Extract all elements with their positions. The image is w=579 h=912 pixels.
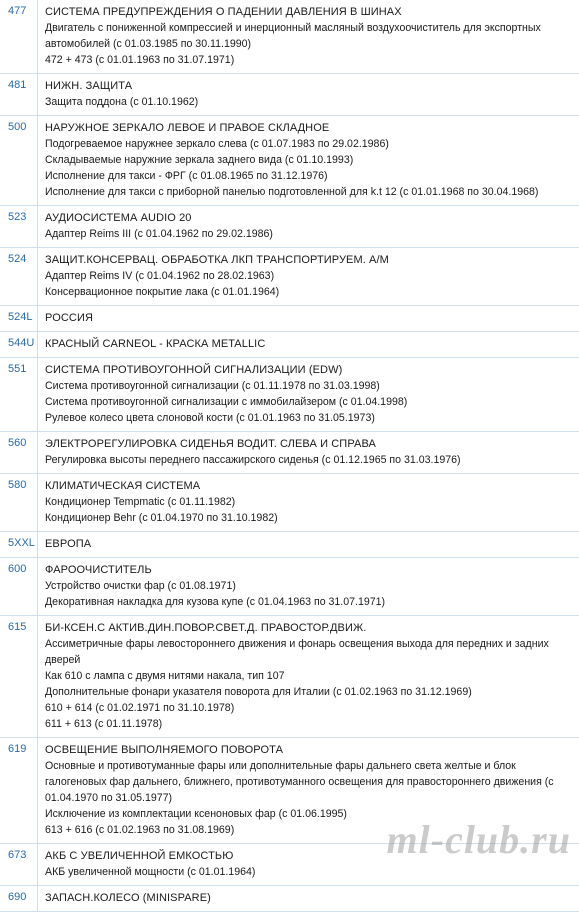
option-detail-line: Исключение из комплектации ксеноновых фар (с 01.06.1995) bbox=[45, 808, 347, 820]
table-row bbox=[0, 558, 579, 616]
option-detail-line: Исполнение для такси - ФРГ (с 01.08.1965 по 31.12.1976) bbox=[45, 170, 328, 182]
option-detail-line: Рулевое колесо цвета слоновой кости (с 01.01.1963 по 31.05.1973) bbox=[45, 412, 375, 424]
option-detail-line: Адаптер Reims III (с 01.04.1962 по 29.02.1986) bbox=[45, 228, 273, 240]
option-detail-line: Основные и противотуманные фары или дополнительные фары дальнего света желтые и блок галогеновых фар дальнего, ближнего, противотуманного освещения для правостороннего движения (с 01.04.1970 по 31.05.1977) bbox=[45, 760, 554, 804]
option-code: 524 bbox=[0, 248, 38, 305]
option-detail-line: 472 + 473 (с 01.01.1963 по 31.07.1971) bbox=[45, 54, 235, 66]
option-details bbox=[38, 74, 579, 115]
table-row bbox=[0, 248, 579, 306]
option-title: ЗАЩИТ.КОНСЕРВАЦ. ОБРАБОТКА ЛКП ТРАНСПОРТИРУЕМ. А/М bbox=[45, 254, 389, 266]
table-row bbox=[0, 738, 579, 844]
option-title: ЗАПАСН.КОЛЕСО (MINISPARE) bbox=[45, 892, 211, 904]
option-detail-line: Складываемые наружние зеркала заднего вида (с 01.10.1993) bbox=[45, 154, 354, 166]
option-detail-line: 610 + 614 (с 01.02.1971 по 31.10.1978) bbox=[45, 702, 235, 714]
option-code: 673 bbox=[0, 844, 38, 885]
option-title: КЛИМАТИЧЕСКАЯ СИСТЕМА bbox=[45, 480, 201, 492]
table-row bbox=[0, 616, 579, 738]
option-title: КРАСНЫЙ CARNEOL - КРАСКА METALLIC bbox=[45, 338, 266, 350]
option-code: 481 bbox=[0, 74, 38, 115]
option-detail-line: Консервационное покрытие лака (с 01.01.1964) bbox=[45, 286, 280, 298]
option-code: 477 bbox=[0, 0, 38, 73]
option-detail-line: Система противоугонной сигнализации (с 01.11.1978 по 31.03.1998) bbox=[45, 380, 380, 392]
option-title: БИ-КСЕН.С АКТИВ.ДИН.ПОВОР.СВЕТ.Д. ПРАВОСТОР.ДВИЖ. bbox=[45, 622, 367, 634]
option-detail-line: 613 + 616 (с 01.02.1963 по 31.08.1969) bbox=[45, 824, 235, 836]
option-details bbox=[38, 886, 579, 911]
option-detail-line: Декоративная накладка для кузова купе (с 01.04.1963 по 31.07.1971) bbox=[45, 596, 386, 608]
table-row bbox=[0, 332, 579, 358]
table-row bbox=[0, 306, 579, 332]
option-details bbox=[38, 206, 579, 247]
option-code: 690 bbox=[0, 886, 38, 911]
option-details bbox=[38, 474, 579, 531]
option-code: 619 bbox=[0, 738, 38, 843]
option-code: 615 bbox=[0, 616, 38, 737]
option-detail-line: Исполнение для такси с приборной панелью подготовленной для k.t 12 (с 01.01.1968 по 30.04.1968) bbox=[45, 186, 539, 198]
option-detail-line: Подогреваемое наружнее зеркало слева (с 01.07.1983 по 29.02.1986) bbox=[45, 138, 389, 150]
option-details bbox=[38, 432, 579, 473]
option-details bbox=[38, 358, 579, 431]
option-code: 500 bbox=[0, 116, 38, 205]
option-detail-line: Кондиционер Behr (с 01.04.1970 по 31.10.1982) bbox=[45, 512, 278, 524]
option-details bbox=[38, 558, 579, 615]
option-title: СИСТЕМА ПРОТИВОУГОННОЙ СИГНАЛИЗАЦИИ (EDW) bbox=[45, 364, 343, 376]
option-title: СИСТЕМА ПРЕДУПРЕЖДЕНИЯ О ПАДЕНИИ ДАВЛЕНИЯ В ШИНАХ bbox=[45, 6, 402, 18]
option-detail-line: Регулировка высоты переднего пассажирского сиденья (с 01.12.1965 по 31.03.1976) bbox=[45, 454, 461, 466]
option-code: 524L bbox=[0, 306, 38, 331]
table-row bbox=[0, 432, 579, 474]
option-code: 544U bbox=[0, 332, 38, 357]
option-detail-line: Как 610 с лампа с двумя нитями накала, тип 107 bbox=[45, 670, 285, 682]
option-detail-line: Кондиционер Tempmatic (с 01.11.1982) bbox=[45, 496, 236, 508]
table-row bbox=[0, 358, 579, 432]
watermark: ml-club.ru bbox=[386, 817, 571, 862]
option-details bbox=[38, 306, 579, 331]
option-detail-line: Двигатель с пониженной компрессией и инерционный масляный воздухоочиститель для экспортных автомобилей (с 01.03.1985 по 30.11.1990) bbox=[45, 22, 541, 50]
option-detail-line: АКБ увеличенной мощности (с 01.01.1964) bbox=[45, 866, 256, 878]
option-details bbox=[38, 332, 579, 357]
option-details bbox=[38, 532, 579, 557]
option-detail-line: 611 + 613 (с 01.11.1978) bbox=[45, 718, 163, 730]
option-details bbox=[38, 738, 579, 843]
option-code: 523 bbox=[0, 206, 38, 247]
option-title: ЕВРОПА bbox=[45, 538, 92, 550]
table-row bbox=[0, 206, 579, 248]
table-row bbox=[0, 886, 579, 912]
option-code: 600 bbox=[0, 558, 38, 615]
option-detail-line: Дополнительные фонари указателя поворота для Италии (с 01.02.1963 по 31.12.1969) bbox=[45, 686, 472, 698]
option-detail-line: Система противоугонной сигнализации с иммобилайзером (с 01.04.1998) bbox=[45, 396, 408, 408]
option-title: РОССИЯ bbox=[45, 312, 93, 324]
option-detail-line: Защита поддона (с 01.10.1962) bbox=[45, 96, 199, 108]
option-details bbox=[38, 0, 579, 73]
option-detail-line: Устройство очистки фар (с 01.08.1971) bbox=[45, 580, 236, 592]
option-code: 5XXL bbox=[0, 532, 38, 557]
table-row bbox=[0, 74, 579, 116]
option-detail-line: Адаптер Reims IV (с 01.04.1962 по 28.02.1963) bbox=[45, 270, 275, 282]
option-details bbox=[38, 116, 579, 205]
option-code: 560 bbox=[0, 432, 38, 473]
option-title: НАРУЖНОЕ ЗЕРКАЛО ЛЕВОЕ И ПРАВОЕ СКЛАДНОЕ bbox=[45, 122, 330, 134]
option-code: 551 bbox=[0, 358, 38, 431]
option-title: АУДИОСИСТЕМА AUDIO 20 bbox=[45, 212, 192, 224]
option-title: ФАРООЧИСТИТЕЛЬ bbox=[45, 564, 152, 576]
option-detail-line: Ассиметричные фары левостороннего движения и фонарь освещения выхода для передних и задних дверей bbox=[45, 638, 549, 666]
option-title: ОСВЕЩЕНИЕ ВЫПОЛНЯЕМОГО ПОВОРОТА bbox=[45, 744, 284, 756]
table-row bbox=[0, 844, 579, 886]
option-details bbox=[38, 248, 579, 305]
table-row bbox=[0, 0, 579, 74]
option-title: ЭЛЕКТРОРЕГУЛИРОВКА СИДЕНЬЯ ВОДИТ. СЛЕВА И СПРАВА bbox=[45, 438, 376, 450]
option-details bbox=[38, 616, 579, 737]
option-code: 580 bbox=[0, 474, 38, 531]
option-title: АКБ С УВЕЛИЧЕННОЙ ЕМКОСТЬЮ bbox=[45, 850, 234, 862]
table-row bbox=[0, 532, 579, 558]
table-row bbox=[0, 116, 579, 206]
table-row bbox=[0, 474, 579, 532]
option-title: НИЖН. ЗАЩИТА bbox=[45, 80, 133, 92]
option-details bbox=[38, 844, 579, 885]
